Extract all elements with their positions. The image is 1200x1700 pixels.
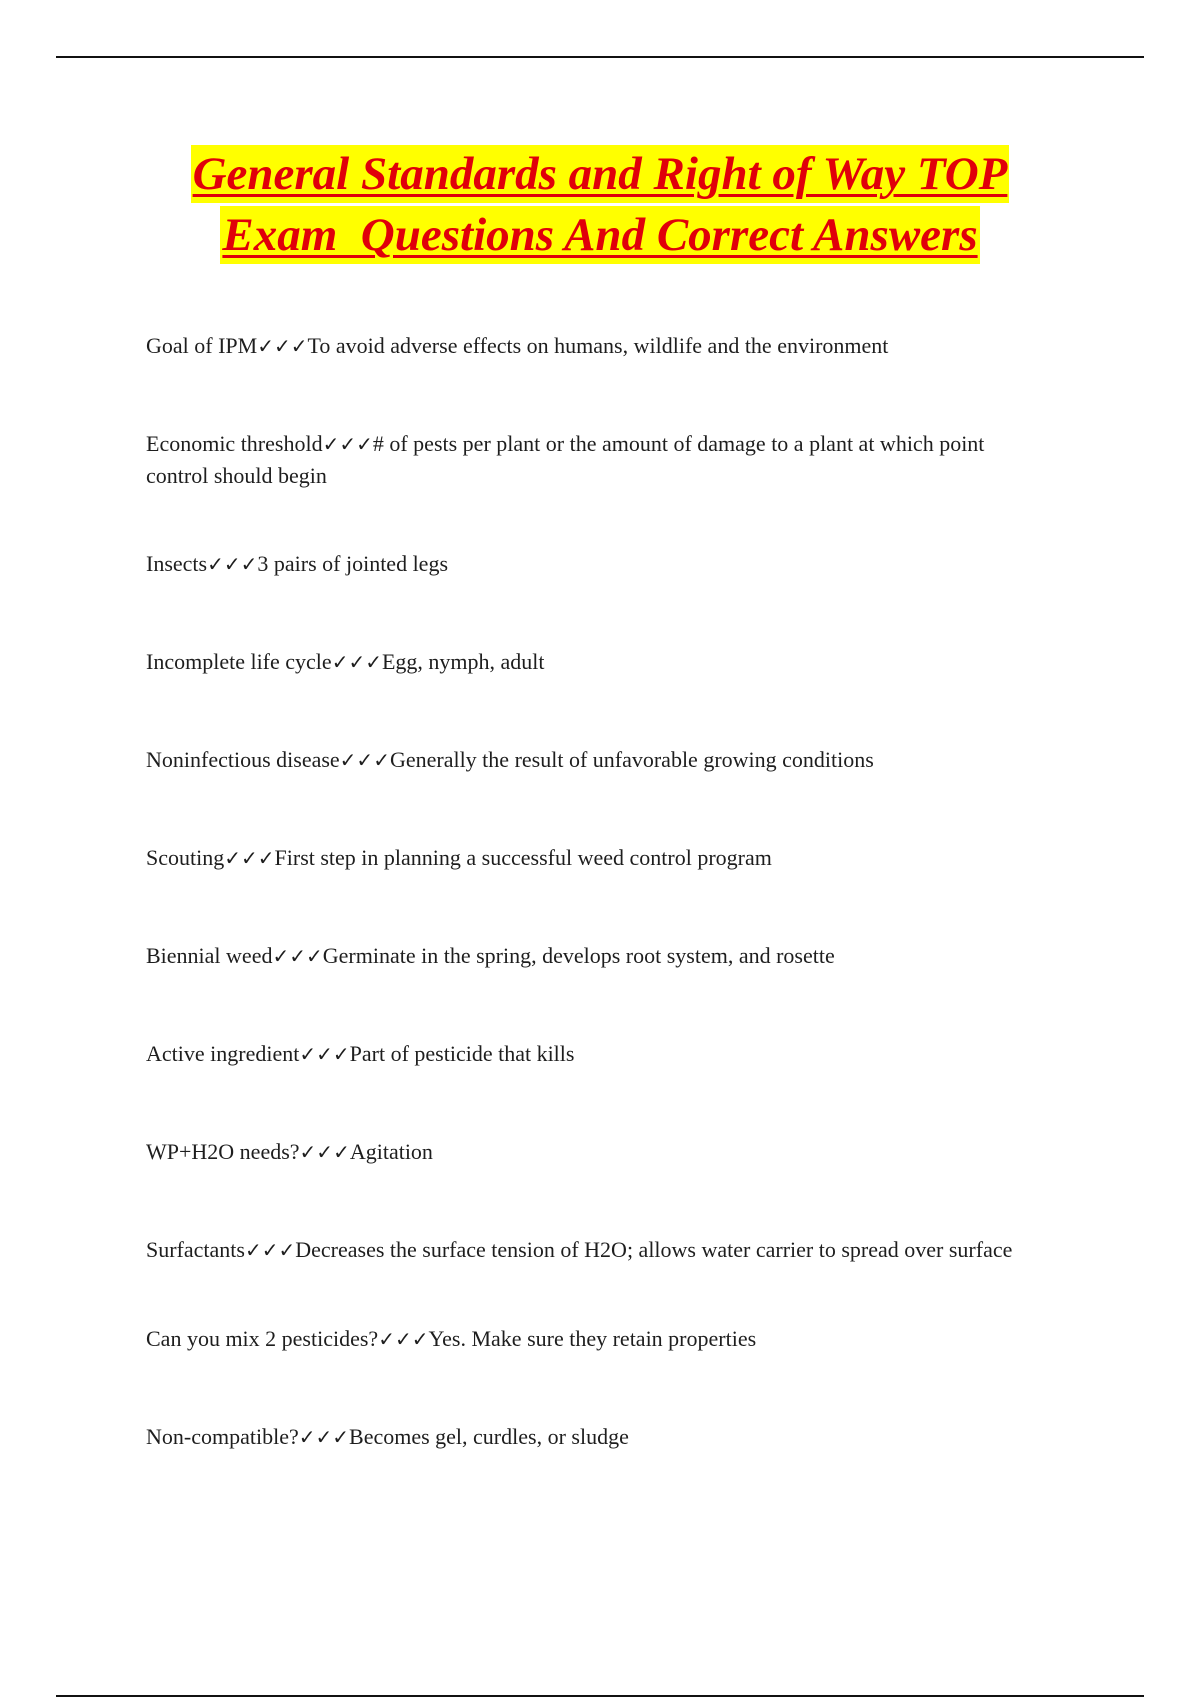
- qa-answer: Generally the result of unfavorable growing conditions: [389, 747, 874, 772]
- qa-item: [146, 842, 1046, 874]
- qa-term: Economic threshold: [146, 431, 323, 456]
- qa-term: WP+H2O needs?: [146, 1139, 300, 1164]
- checkmarks-icon: ✓✓✓: [299, 1140, 350, 1164]
- checkmarks-icon: ✓✓✓: [339, 748, 390, 772]
- qa-term: Noninfectious disease: [146, 747, 340, 772]
- checkmarks-icon: ✓✓✓: [272, 944, 323, 968]
- checkmarks-icon: ✓✓✓: [257, 334, 308, 358]
- document-title: [0, 145, 1200, 267]
- qa-term: Insects: [146, 551, 208, 576]
- qa-term: Incomplete life cycle: [146, 649, 332, 674]
- checkmarks-icon: ✓✓✓: [244, 1238, 296, 1262]
- checkmarks-icon: ✓✓✓: [322, 432, 373, 456]
- qa-item: [146, 940, 1046, 972]
- qa-answer: Becomes gel, curdles, or sludge: [349, 1424, 629, 1449]
- qa-answer: Decreases the surface tension of H2O; allows water carrier to spread over surface: [295, 1237, 1013, 1262]
- qa-item: [146, 330, 1046, 362]
- checkmarks-icon: ✓✓✓: [331, 650, 382, 674]
- qa-item: [146, 1421, 1046, 1453]
- checkmarks-icon: ✓✓✓: [298, 1425, 350, 1449]
- checkmarks-icon: ✓✓✓: [378, 1327, 429, 1351]
- qa-item: [146, 548, 1046, 580]
- checkmarks-icon: ✓✓✓: [299, 1042, 350, 1066]
- title-line-1: General Standards and Right of Way TOP: [191, 145, 1010, 203]
- qa-item: [146, 1038, 1046, 1070]
- qa-term: Active ingredient: [146, 1041, 300, 1066]
- checkmarks-icon: ✓✓✓: [224, 846, 275, 870]
- qa-term: Surfactants: [146, 1237, 245, 1262]
- checkmarks-icon: ✓✓✓: [207, 552, 258, 576]
- qa-item: [146, 744, 1046, 776]
- qa-answer: Part of pesticide that kills: [349, 1041, 575, 1066]
- qa-term: Biennial weed: [146, 943, 273, 968]
- qa-term: Scouting: [146, 845, 225, 870]
- qa-term: Non-compatible?: [146, 1424, 299, 1449]
- qa-item: [146, 428, 1046, 491]
- qa-item: [146, 646, 1046, 678]
- qa-answer: Egg, nymph, adult: [381, 649, 545, 674]
- top-rule: [56, 56, 1144, 58]
- qa-item: [146, 1234, 1046, 1266]
- qa-answer: Agitation: [349, 1139, 433, 1164]
- qa-answer: Germinate in the spring, develops root system, and rosette: [322, 943, 835, 968]
- qa-item: [146, 1323, 1046, 1355]
- qa-answer: 3 pairs of jointed legs: [257, 551, 449, 576]
- qa-answer: Yes. Make sure they retain properties: [428, 1326, 757, 1351]
- qa-term: Goal of IPM: [146, 333, 258, 358]
- qa-term: Can you mix 2 pesticides?: [146, 1326, 379, 1351]
- bottom-rule: [56, 1695, 1144, 1697]
- qa-answer: To avoid adverse effects on humans, wildlife and the environment: [307, 333, 889, 358]
- title-line-2: Exam Questions And Correct Answers: [220, 206, 979, 264]
- qa-list: [146, 330, 1046, 1519]
- qa-answer: First step in planning a successful weed control program: [274, 845, 772, 870]
- qa-item: [146, 1136, 1046, 1168]
- qa-answer: # of pests per plant or the amount of damage to a plant at which point control should begin: [146, 431, 985, 488]
